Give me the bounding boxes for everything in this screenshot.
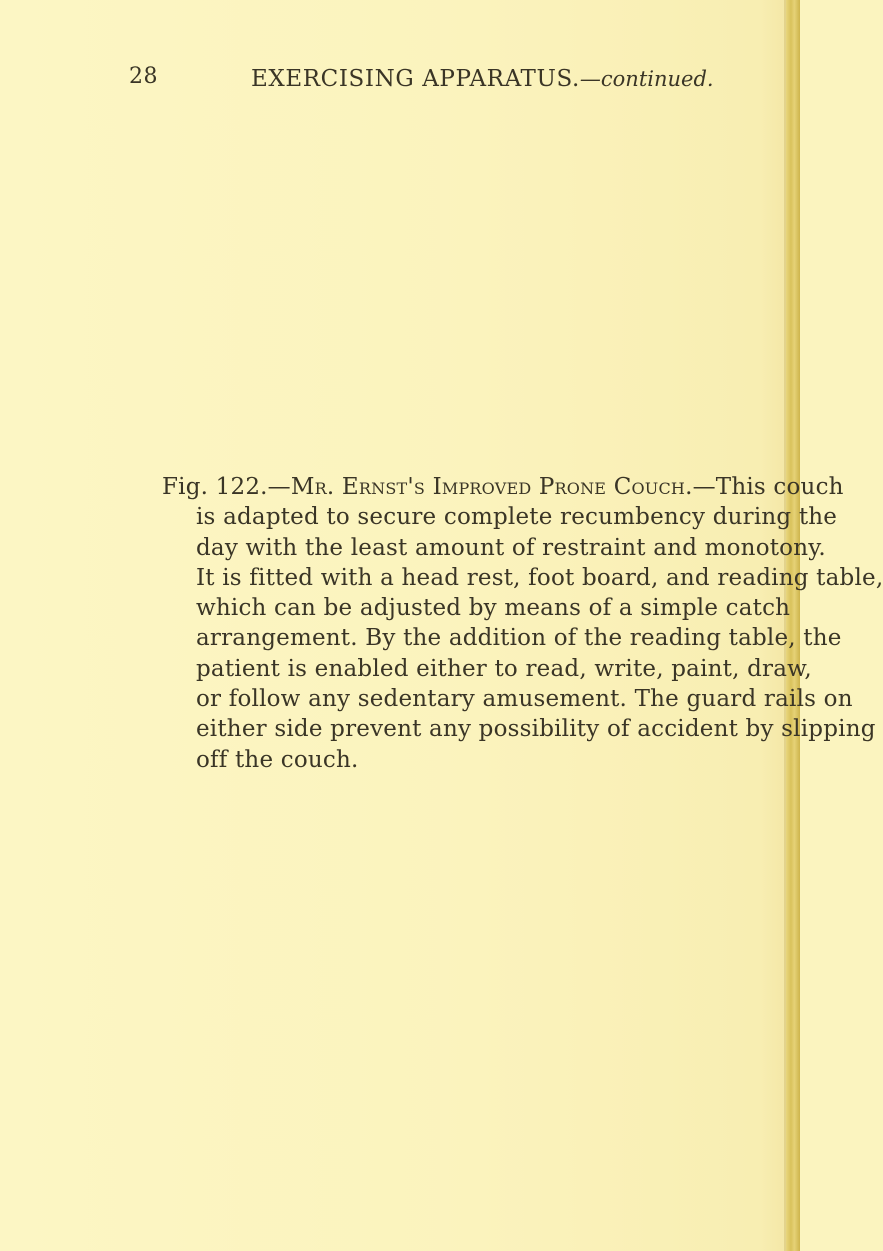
running-head-title: EXERCISING APPARATUS. [251,66,580,92]
caption-line-1 [162,472,844,502]
caption-line-5: which can be adjusted by means of a simple catch [196,595,791,622]
caption-line-7: patient is enabled either to read, write, paint, draw, [196,655,812,682]
figure-caption [162,472,883,775]
fig-label: Fig. [162,474,209,500]
running-head [251,66,714,92]
caption-line-9: either side prevent any possibility of accident by slipping [196,716,876,743]
caption-subject: Mr. Ernst's Improved Prone Couch. [290,474,693,500]
caption-line-4: It is fitted with a head rest, foot board, and reading table, [196,564,883,591]
caption-line-6: arrangement. By the addition of the reading table, the [196,625,842,652]
fig-number: 122.— [215,474,291,500]
running-head-continued: —continued. [579,67,714,91]
caption-line-text: —This couch [692,474,844,500]
caption-line-3: day with the least amount of restraint and monotony. [196,534,826,561]
caption-line-10: off the couch. [196,746,359,773]
caption-line-2: is adapted to secure complete recumbency during the [196,504,838,531]
caption-line-8: or follow any sedentary amusement. The guard rails on [196,686,853,713]
page-number: 28 [129,64,158,89]
